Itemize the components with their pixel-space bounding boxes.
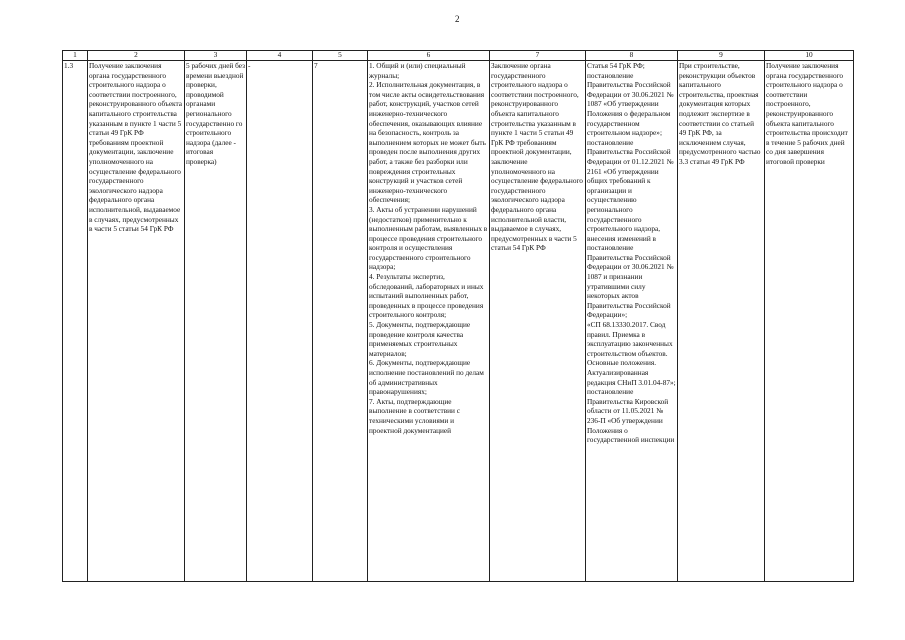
document-item: 6. Документы, подтверждающие исполнение постановлений по делам об административных правонарушениях; <box>369 358 484 397</box>
document-item: 5. Документы, подтверждающие проведение контроля качества применяемых строительных материалов; <box>369 320 471 358</box>
legal-basis-cell <box>586 61 678 582</box>
documents-cell <box>368 61 490 582</box>
legal-item: постановление Правительства Российской Федерации от 01.12.2021 № 2161 «Об утверждении общих требований к организации и осуществлению регионального государственного строительного надзора, внесения изменений в постановление Правительства Российской Федерации от 30.06.2021 № 1087 и признании утратившими силу некоторых актов Правительства Российской Федерации»; <box>587 137 674 320</box>
document-item: 1. Общий и (или) специальный журналы; <box>369 61 466 80</box>
result-cell: Заключение органа государственного строительного надзора о соответствии построенного, реконструированного объекта капитального строительства указанным в пункте 1 части 5 статьи 49 ГрК РФ требованиям проектной документации, заключение уполномоченного на осуществление федерального государственного экологического надзора федерального органа исполнительной власти, выдаваемое в случаях, предусмотренных в части 5 статьи 54 ГрК РФ <box>490 61 586 582</box>
column-number: 9 <box>678 51 765 61</box>
legal-item: Статья 54 ГрК РФ; <box>587 61 645 70</box>
document-item: 2. Исполнительная документация, в том числе акты освидетельствования работ, конструкций, участков сетей инженерно-технического обеспечения, оказывающих влияние на безопасность, контроль за выполнением которых не может быть проведен после выполнения других работ, а также без разборки или повреждения строительных конструкций и участков сетей инженерно-технического обеспечения; <box>369 80 486 205</box>
procedure-cell: Получение заключения органа государственного строительного надзора о соответствии построенного, реконструированного объекта капитального строительства происходит в течение 5 рабочих дней со дня завершения итоговой проверки <box>765 61 854 582</box>
header-row <box>63 51 854 61</box>
table-row <box>63 61 854 582</box>
legal-item: «СП 68.13330.2017. Свод правил. Приемка в эксплуатацию законченных строительством объектов. Основные положения. Актуализированная редакция СНиП 3.01.04-87»; <box>587 320 676 387</box>
document-item: 4. Результаты экспертиз, обследований, лабораторных и иных испытаний выполненных работ, проведенных в процессе проведения строительного контроля; <box>369 272 484 320</box>
column-5-cell: 7 <box>313 61 368 582</box>
term-cell: 5 рабочих дней без времени выездной проверки, проводимой органами регионального государственно го строительного надзора (далее - итоговая проверка) <box>185 61 247 582</box>
document-item: 3. Акты об устранении нарушений (недостатков) применительно к выполненным работам, выявленных в процессе проведения строительного контроля и осуществления государственного строительного надзора; <box>369 204 488 272</box>
row-number: 1.3 <box>63 61 88 582</box>
column-number: 2 <box>88 51 185 61</box>
page-number: 2 <box>455 14 460 24</box>
column-number: 10 <box>765 51 854 61</box>
document-item: 7. Акты, подтверждающие выполнение в соответствии с техническими условиями и проектной документацией <box>369 396 461 435</box>
legal-item: постановление Правительства Российской Федерации от 30.06.2021 № 1087 «Об утверждении Положения о федеральном государственном строительном надзоре»; <box>587 70 674 138</box>
service-name-cell: Получение заключения органа государственного строительного надзора о соответствии построенного, реконструированного объекта капитального строительства указанным в пункте 1 части 5 статьи 49 ГрК РФ требованиям проектной документации, заключение уполномоченного на осуществление федерального государственного экологического надзора федерального органа исполнительной, выдаваемое в случаях, предусмотренных в части 5 статьи 54 ГрК РФ <box>88 61 185 582</box>
conditions-cell: При строительстве, реконструкции объектов капитального строительства, проектная документация которых подлежит экспертизе в соответствии со статьей 49 ГрК РФ, за исключением случая, предусмотренного частью 3.3 статьи 49 ГрК РФ <box>678 61 765 582</box>
column-number: 6 <box>368 51 490 61</box>
column-number: 3 <box>185 51 247 61</box>
regulation-table <box>62 50 854 582</box>
column-number: 4 <box>247 51 313 61</box>
column-number: 8 <box>586 51 678 61</box>
legal-item: постановление Правительства Кировской области от 11.05.2021 № 236-П «Об утверждении Положения о государственной инспекции <box>587 387 675 445</box>
column-number: 5 <box>313 51 368 61</box>
column-number: 7 <box>490 51 586 61</box>
column-4-cell: - <box>247 61 313 582</box>
column-number: 1 <box>63 51 88 61</box>
